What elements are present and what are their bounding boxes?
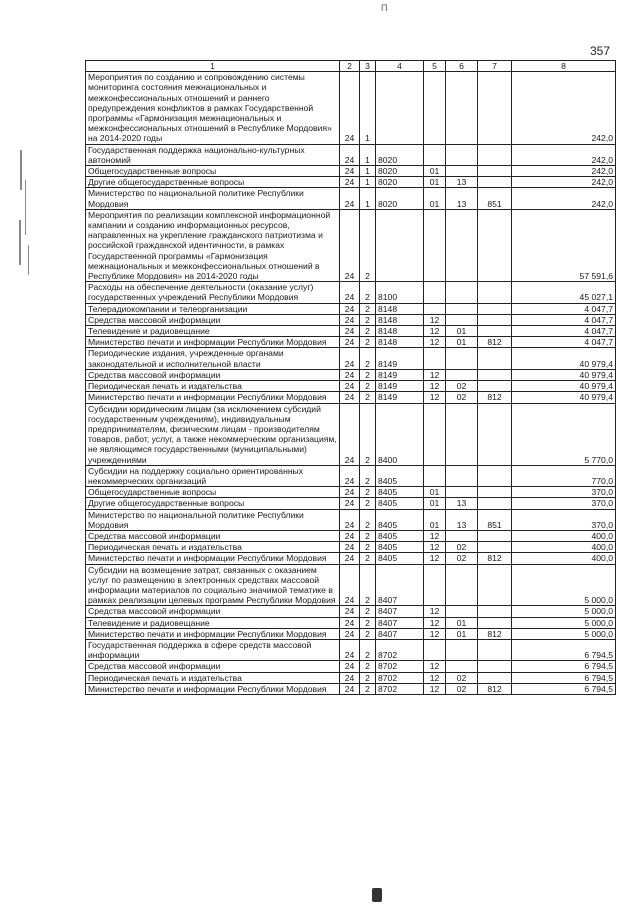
cell-c6 [446, 639, 478, 660]
cell-c6 [446, 564, 478, 606]
table-row [86, 177, 616, 188]
cell-c7 [478, 672, 512, 683]
cell-c2: 24 [340, 498, 360, 509]
header-col-7: 7 [478, 61, 512, 72]
cell-amount: 242,0 [512, 188, 616, 209]
cell-c6 [446, 403, 478, 465]
cell-name: Телевидение и радиовещание [86, 617, 340, 628]
cell-c2: 24 [340, 564, 360, 606]
cell-c4: 8702 [376, 661, 424, 672]
cell-name: Министерство по национальной политике Республики Мордовия [86, 509, 340, 530]
cell-c5: 12 [424, 326, 446, 337]
table-row [86, 509, 616, 530]
table-row [86, 337, 616, 348]
cell-c4: 8100 [376, 282, 424, 303]
cell-name: Периодическая печать и издательства [86, 672, 340, 683]
cell-amount: 242,0 [512, 166, 616, 177]
cell-c4: 8020 [376, 188, 424, 209]
cell-c4: 8407 [376, 564, 424, 606]
cell-c4: 8405 [376, 509, 424, 530]
cell-c2: 24 [340, 628, 360, 639]
cell-c2: 24 [340, 542, 360, 553]
cell-c4: 8702 [376, 672, 424, 683]
table-row [86, 314, 616, 325]
cell-c7 [478, 144, 512, 165]
table-row [86, 628, 616, 639]
cell-c7 [478, 166, 512, 177]
cell-c2: 24 [340, 326, 360, 337]
cell-c4: 8148 [376, 337, 424, 348]
cell-c6 [446, 661, 478, 672]
cell-c5 [424, 564, 446, 606]
cell-c2: 24 [340, 166, 360, 177]
cell-c3: 2 [360, 542, 376, 553]
cell-c3: 1 [360, 144, 376, 165]
cell-amount: 6 794,5 [512, 672, 616, 683]
cell-c4: 8405 [376, 542, 424, 553]
cell-c3: 2 [360, 314, 376, 325]
cell-c6 [446, 369, 478, 380]
cell-c3: 2 [360, 639, 376, 660]
cell-c6 [446, 72, 478, 144]
cell-c6: 02 [446, 683, 478, 694]
cell-c7: 812 [478, 553, 512, 564]
cell-c7 [478, 282, 512, 303]
cell-name: Средства массовой информации [86, 369, 340, 380]
table-row [86, 303, 616, 314]
page-number: 357 [590, 44, 611, 58]
table-row [86, 369, 616, 380]
cell-c7 [478, 639, 512, 660]
cell-name: Другие общегосударственные вопросы [86, 498, 340, 509]
cell-c7: 812 [478, 392, 512, 403]
cell-c3: 2 [360, 487, 376, 498]
cell-c3: 2 [360, 303, 376, 314]
cell-c7 [478, 314, 512, 325]
cell-c6 [446, 282, 478, 303]
cell-c5 [424, 465, 446, 486]
cell-amount: 40 979,4 [512, 392, 616, 403]
cell-c4: 8020 [376, 177, 424, 188]
cell-c3: 2 [360, 498, 376, 509]
cell-c6: 13 [446, 498, 478, 509]
cell-c4: 8405 [376, 465, 424, 486]
cell-c2: 24 [340, 303, 360, 314]
cell-c3: 2 [360, 337, 376, 348]
cell-c5 [424, 144, 446, 165]
cell-amount: 242,0 [512, 72, 616, 144]
cell-c2: 24 [340, 683, 360, 694]
cell-c3: 2 [360, 209, 376, 281]
margin-scan-noise [16, 150, 38, 280]
cell-c3: 2 [360, 672, 376, 683]
cell-c4: 8149 [376, 348, 424, 369]
cell-c7 [478, 381, 512, 392]
cell-c5: 12 [424, 683, 446, 694]
cell-c2: 24 [340, 314, 360, 325]
cell-c3: 2 [360, 617, 376, 628]
cell-c7: 851 [478, 509, 512, 530]
cell-c6 [446, 209, 478, 281]
cell-c5: 12 [424, 672, 446, 683]
cell-c3: 2 [360, 392, 376, 403]
cell-c4: 8149 [376, 381, 424, 392]
table-row [86, 661, 616, 672]
cell-c3: 2 [360, 348, 376, 369]
cell-c3: 1 [360, 166, 376, 177]
cell-amount: 5 000,0 [512, 617, 616, 628]
cell-amount: 5 770,0 [512, 403, 616, 465]
cell-name: Государственная поддержка национально-культурных автономий [86, 144, 340, 165]
cell-c7 [478, 542, 512, 553]
cell-c4: 8149 [376, 392, 424, 403]
table-row [86, 166, 616, 177]
table-row [86, 553, 616, 564]
cell-c4: 8149 [376, 369, 424, 380]
cell-c7 [478, 72, 512, 144]
cell-c4: 8400 [376, 403, 424, 465]
cell-c5: 01 [424, 166, 446, 177]
cell-c4 [376, 209, 424, 281]
cell-c7 [478, 403, 512, 465]
cell-c2: 24 [340, 177, 360, 188]
cell-name: Периодическая печать и издательства [86, 542, 340, 553]
cell-amount: 400,0 [512, 542, 616, 553]
cell-c6 [446, 166, 478, 177]
cell-c7 [478, 303, 512, 314]
cell-c7 [478, 369, 512, 380]
table-row [86, 542, 616, 553]
cell-c2: 24 [340, 465, 360, 486]
cell-c7 [478, 487, 512, 498]
cell-name: Министерство по национальной политике Республики Мордовия [86, 188, 340, 209]
cell-c2: 24 [340, 144, 360, 165]
cell-name: Субсидии на поддержку социально ориентированных некоммерческих организаций [86, 465, 340, 486]
cell-c5: 01 [424, 509, 446, 530]
cell-name: Мероприятия по реализации комплексной информационной кампании и созданию информационных ресурсов, направленных на укрепление гражданского патриотизма и российской гражданской идентичности, в рамках Государственной программы «Гармонизация межнациональных и межконфессиональных отношений в Республике Мордовия» на 2014-2020 годы [86, 209, 340, 281]
cell-c5: 01 [424, 177, 446, 188]
cell-c6: 13 [446, 188, 478, 209]
cell-c5: 12 [424, 392, 446, 403]
cell-c5: 12 [424, 553, 446, 564]
cell-c7 [478, 564, 512, 606]
top-scan-mark: Π [381, 3, 388, 13]
table-row [86, 639, 616, 660]
table-row [86, 683, 616, 694]
cell-amount: 57 591,6 [512, 209, 616, 281]
cell-amount: 40 979,4 [512, 381, 616, 392]
cell-c2: 24 [340, 509, 360, 530]
cell-c5: 12 [424, 542, 446, 553]
cell-amount: 6 794,5 [512, 683, 616, 694]
cell-amount: 370,0 [512, 509, 616, 530]
table-row [86, 282, 616, 303]
cell-c3: 2 [360, 530, 376, 541]
cell-name: Телевидение и радиовещание [86, 326, 340, 337]
cell-name: Средства массовой информации [86, 606, 340, 617]
cell-c3: 2 [360, 369, 376, 380]
cell-c2: 24 [340, 348, 360, 369]
cell-c6 [446, 144, 478, 165]
cell-c7 [478, 661, 512, 672]
cell-name: Общегосударственные вопросы [86, 487, 340, 498]
cell-c2: 24 [340, 639, 360, 660]
cell-c5: 12 [424, 530, 446, 541]
header-col-3: 3 [360, 61, 376, 72]
table-row [86, 498, 616, 509]
header-col-4: 4 [376, 61, 424, 72]
cell-c2: 24 [340, 661, 360, 672]
cell-c3: 2 [360, 509, 376, 530]
cell-c7: 812 [478, 337, 512, 348]
cell-c5 [424, 303, 446, 314]
cell-c7 [478, 177, 512, 188]
table-row [86, 188, 616, 209]
cell-c2: 24 [340, 381, 360, 392]
table-row [86, 381, 616, 392]
cell-name: Министерство печати и информации Республики Мордовия [86, 628, 340, 639]
cell-amount: 370,0 [512, 487, 616, 498]
cell-c6 [446, 487, 478, 498]
cell-c2: 24 [340, 530, 360, 541]
cell-c7 [478, 498, 512, 509]
cell-c6 [446, 348, 478, 369]
cell-name: Средства массовой информации [86, 661, 340, 672]
cell-c2: 24 [340, 188, 360, 209]
cell-c3: 2 [360, 661, 376, 672]
cell-c5: 12 [424, 606, 446, 617]
cell-amount: 40 979,4 [512, 369, 616, 380]
cell-c5 [424, 209, 446, 281]
cell-amount: 770,0 [512, 465, 616, 486]
cell-c6 [446, 303, 478, 314]
table-row [86, 530, 616, 541]
cell-c3: 2 [360, 465, 376, 486]
cell-c5: 01 [424, 487, 446, 498]
cell-c4: 8407 [376, 606, 424, 617]
cell-c6 [446, 314, 478, 325]
cell-c3: 1 [360, 188, 376, 209]
cell-c3: 2 [360, 553, 376, 564]
cell-c7 [478, 465, 512, 486]
cell-c6: 02 [446, 392, 478, 403]
cell-c5: 12 [424, 381, 446, 392]
cell-amount: 242,0 [512, 177, 616, 188]
table-row [86, 617, 616, 628]
cell-c7 [478, 326, 512, 337]
cell-c3: 2 [360, 683, 376, 694]
cell-amount: 400,0 [512, 553, 616, 564]
cell-c6: 13 [446, 177, 478, 188]
cell-c6: 01 [446, 326, 478, 337]
cell-c2: 24 [340, 553, 360, 564]
cell-c5 [424, 639, 446, 660]
cell-amount: 5 000,0 [512, 606, 616, 617]
cell-amount: 45 027,1 [512, 282, 616, 303]
cell-c6: 01 [446, 337, 478, 348]
header-col-5: 5 [424, 61, 446, 72]
cell-amount: 4 047,7 [512, 303, 616, 314]
cell-amount: 242,0 [512, 144, 616, 165]
cell-c3: 2 [360, 403, 376, 465]
cell-c4: 8405 [376, 498, 424, 509]
table-row [86, 72, 616, 144]
cell-c6: 02 [446, 542, 478, 553]
cell-amount: 5 000,0 [512, 564, 616, 606]
header-col-1: 1 [86, 61, 340, 72]
cell-c2: 24 [340, 617, 360, 628]
cell-c5: 12 [424, 314, 446, 325]
cell-name: Телерадиокомпании и телеорганизации [86, 303, 340, 314]
cell-c6: 02 [446, 381, 478, 392]
cell-c2: 24 [340, 369, 360, 380]
cell-c5: 01 [424, 498, 446, 509]
cell-c3: 1 [360, 177, 376, 188]
cell-c2: 24 [340, 606, 360, 617]
cell-c6: 02 [446, 672, 478, 683]
cell-c4: 8020 [376, 144, 424, 165]
cell-name: Субсидии на возмещение затрат, связанных с оказанием услуг по размещению в электронных средствах массовой информации материалов по социально значимой тематике в рамках реализации целевых программ Республики Мордовия [86, 564, 340, 606]
cell-c7: 812 [478, 628, 512, 639]
table-row [86, 326, 616, 337]
cell-c2: 24 [340, 403, 360, 465]
header-col-6: 6 [446, 61, 478, 72]
cell-c4: 8020 [376, 166, 424, 177]
table-row [86, 348, 616, 369]
cell-c2: 24 [340, 282, 360, 303]
table-row [86, 144, 616, 165]
cell-c6: 13 [446, 509, 478, 530]
table-row [86, 209, 616, 281]
cell-amount: 4 047,7 [512, 326, 616, 337]
cell-name: Периодическая печать и издательства [86, 381, 340, 392]
cell-c7: 851 [478, 188, 512, 209]
table-row [86, 403, 616, 465]
cell-c3: 1 [360, 72, 376, 144]
cell-c4: 8405 [376, 487, 424, 498]
budget-table [85, 60, 616, 695]
cell-c4: 8148 [376, 326, 424, 337]
table-header-row [86, 61, 616, 72]
cell-c6: 01 [446, 617, 478, 628]
cell-c4: 8405 [376, 553, 424, 564]
cell-c6: 01 [446, 628, 478, 639]
cell-c5: 12 [424, 369, 446, 380]
cell-name: Государственная поддержка в сфере средств массовой информации [86, 639, 340, 660]
cell-c5: 01 [424, 188, 446, 209]
cell-c5: 12 [424, 337, 446, 348]
cell-amount: 6 794,5 [512, 639, 616, 660]
cell-name: Периодические издания, учрежденные органами законодательной и исполнительной власти [86, 348, 340, 369]
cell-c6 [446, 606, 478, 617]
cell-c7 [478, 606, 512, 617]
cell-c3: 2 [360, 628, 376, 639]
table-row [86, 564, 616, 606]
cell-c5 [424, 403, 446, 465]
table-row [86, 487, 616, 498]
cell-c5 [424, 348, 446, 369]
cell-c7 [478, 617, 512, 628]
cell-name: Другие общегосударственные вопросы [86, 177, 340, 188]
header-col-2: 2 [340, 61, 360, 72]
cell-name: Министерство печати и информации Республики Мордовия [86, 683, 340, 694]
cell-name: Общегосударственные вопросы [86, 166, 340, 177]
cell-c2: 24 [340, 487, 360, 498]
cell-amount: 40 979,4 [512, 348, 616, 369]
cell-name: Министерство печати и информации Республики Мордовия [86, 553, 340, 564]
table-row [86, 672, 616, 683]
cell-c4 [376, 72, 424, 144]
cell-c3: 2 [360, 564, 376, 606]
cell-c4: 8702 [376, 683, 424, 694]
cell-name: Средства массовой информации [86, 530, 340, 541]
cell-c5: 12 [424, 617, 446, 628]
cell-name: Средства массовой информации [86, 314, 340, 325]
cell-amount: 4 047,7 [512, 337, 616, 348]
cell-c4: 8148 [376, 314, 424, 325]
cell-c3: 2 [360, 282, 376, 303]
cell-c5 [424, 282, 446, 303]
cell-c3: 2 [360, 381, 376, 392]
table-row [86, 606, 616, 617]
cell-c7 [478, 348, 512, 369]
cell-c3: 2 [360, 606, 376, 617]
cell-name: Министерство печати и информации Республики Мордовия [86, 337, 340, 348]
table-row [86, 392, 616, 403]
bottom-scan-mark [372, 888, 382, 902]
cell-c5: 12 [424, 661, 446, 672]
cell-c3: 2 [360, 326, 376, 337]
cell-c5: 12 [424, 628, 446, 639]
cell-c4: 8405 [376, 530, 424, 541]
cell-c2: 24 [340, 209, 360, 281]
cell-amount: 6 794,5 [512, 661, 616, 672]
cell-name: Министерство печати и информации Республики Мордовия [86, 392, 340, 403]
cell-c4: 8407 [376, 628, 424, 639]
cell-c7: 812 [478, 683, 512, 694]
cell-c4: 8702 [376, 639, 424, 660]
cell-c6: 02 [446, 553, 478, 564]
cell-c2: 24 [340, 337, 360, 348]
cell-c2: 24 [340, 392, 360, 403]
cell-c4: 8148 [376, 303, 424, 314]
cell-name: Мероприятия по созданию и сопровождению системы мониторинга состояния межнациональных и межконфессиональных отношений и раннего предупреждения конфликтов в рамках Государственной программы «Гармонизация межнациональных и межконфессиональных отношений в Республике Мордовия» на 2014-2020 годы [86, 72, 340, 144]
cell-name: Субсидии юридическим лицам (за исключением субсидий государственным учреждениям), индивидуальным предпринимателям, физическим лицам - производителям товаров, работ, услуг, а также некоммерческим организациям, не являющимся государственными (муниципальными) учреждениями [86, 403, 340, 465]
cell-amount: 5 000,0 [512, 628, 616, 639]
cell-c2: 24 [340, 72, 360, 144]
cell-c7 [478, 530, 512, 541]
cell-c6 [446, 465, 478, 486]
cell-amount: 400,0 [512, 530, 616, 541]
cell-c2: 24 [340, 672, 360, 683]
cell-c4: 8407 [376, 617, 424, 628]
cell-amount: 4 047,7 [512, 314, 616, 325]
cell-amount: 370,0 [512, 498, 616, 509]
cell-name: Расходы на обеспечение деятельности (оказание услуг) государственных учреждений Республики Мордовия [86, 282, 340, 303]
header-col-8: 8 [512, 61, 616, 72]
cell-c5 [424, 72, 446, 144]
cell-c6 [446, 530, 478, 541]
cell-c7 [478, 209, 512, 281]
table-row [86, 465, 616, 486]
